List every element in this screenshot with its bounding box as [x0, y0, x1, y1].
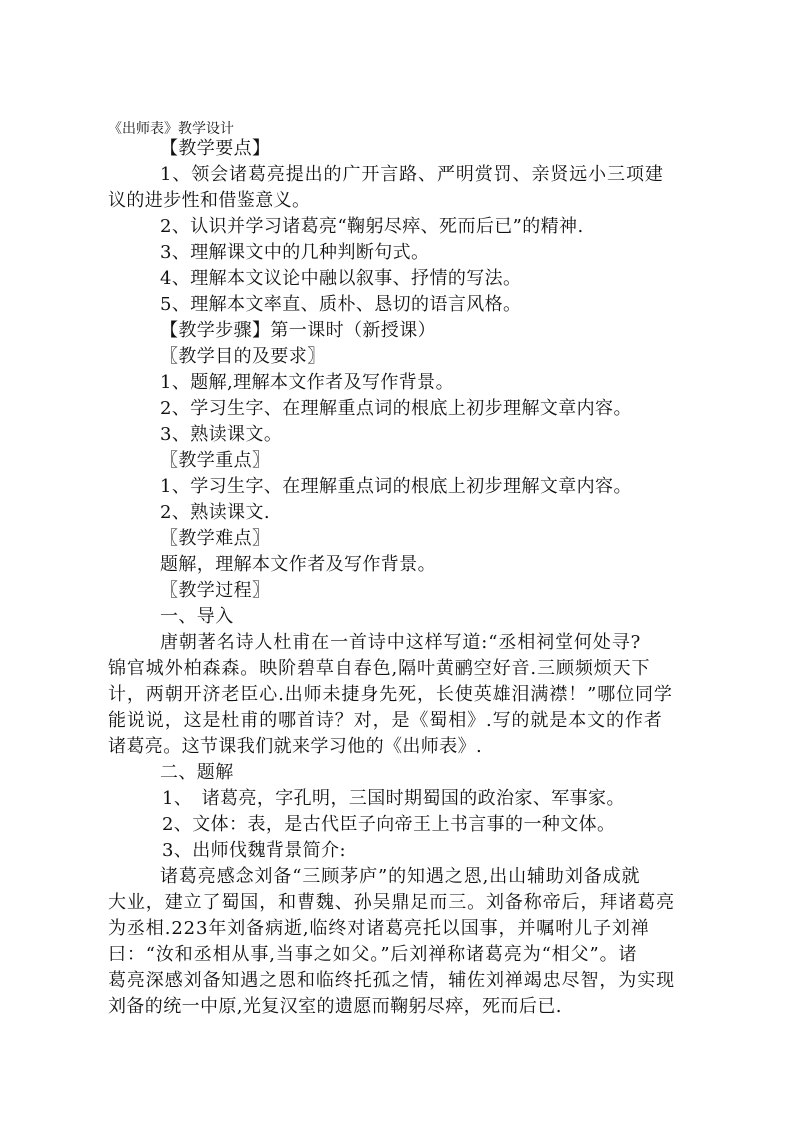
- section-heading: 〖教学过程〗: [160, 580, 271, 601]
- paragraph-line: 锦官城外柏森森。映阶碧草自春色,隔叶黄鹂空好音.三顾频烦天下: [108, 658, 651, 679]
- text-line: 4、理解本文议论中融以叙事、抒情的写法。: [160, 268, 522, 289]
- paragraph-line: 曰：“汝和丞相从事,当事之如父。”后刘禅称诸葛亮为“相父”。诸: [108, 944, 638, 965]
- paragraph-line: 刘备的统一中原,光复汉室的遗愿而鞠躬尽瘁，死而后已.: [108, 996, 562, 1017]
- text-line: 2、学习生字、在理解重点词的根底上初步理解文章内容。: [160, 398, 632, 419]
- text-line: 2、文体：表，是古代臣子向帝王上书言事的一种文体。: [162, 814, 616, 835]
- text-line: 3、出师伐魏背景简介:: [162, 840, 346, 861]
- text-line: 1、领会诸葛亮提出的广开言路、严明赏罚、亲贤远小三项建: [160, 164, 664, 185]
- section-heading: 〖教学重点〗: [160, 450, 271, 471]
- text-line: 2、熟读课文.: [160, 502, 270, 523]
- heading-teaching-points: 【教学要点】: [160, 138, 271, 159]
- text-line: 1、题解,理解本文作者及写作背景。: [160, 372, 454, 393]
- paragraph-line: 唐朝著名诗人杜甫在一首诗中这样写道:“丞相祠堂何处寻?: [160, 632, 642, 653]
- heading-teaching-steps: 【教学步骤】第一课时（新授课）: [160, 320, 436, 341]
- paragraph-line: 葛亮深感刘备知遇之恩和临终托孤之情，辅佐刘禅竭忠尽智，为实现: [108, 970, 675, 991]
- document-title: 《出师表》教学设计: [108, 121, 234, 137]
- text-line: 议的进步性和借鉴意义。: [108, 190, 311, 211]
- text-line: 3、理解课文中的几种判断句式。: [160, 242, 430, 263]
- text-line: 2、认识并学习诸葛亮“鞠躬尽瘁、死而后已”的精神.: [160, 216, 584, 237]
- paragraph-line: 能说说，这是杜甫的哪首诗？对，是《蜀相》.写的就是本文的作者: [108, 710, 663, 731]
- text-line: 1、学习生字、在理解重点词的根底上初步理解文章内容。: [160, 476, 632, 497]
- paragraph-line: 计，两朝开济老臣心.出师未捷身先死，长使英雄泪满襟！”哪位同学: [108, 684, 673, 705]
- section-heading: 〖教学目的及要求〗: [160, 346, 326, 367]
- paragraph-line: 为丞相.223年刘备病逝,临终对诸葛亮托以国事，并嘱咐儿子刘禅: [108, 918, 650, 939]
- text-line: 题解，理解本文作者及写作背景。: [160, 554, 436, 575]
- subsection-heading: 一、导入: [160, 606, 234, 627]
- paragraph-line: 诸葛亮感念刘备“三顾茅庐”的知遇之恩,出山辅助刘备成就: [160, 866, 641, 887]
- text-line: 5、理解本文率直、质朴、恳切的语言风格。: [160, 294, 522, 315]
- subsection-heading: 二、题解: [160, 762, 234, 783]
- paragraph-line: 大业，建立了蜀国，和曹魏、孙吴鼎足而三。刘备称帝后，拜诸葛亮: [108, 892, 675, 913]
- text-line: 1、 诸葛亮，字孔明，三国时期蜀国的政治家、军事家。: [162, 788, 625, 809]
- paragraph-line: 诸葛亮。这节课我们就来学习他的《出师表》.: [108, 736, 483, 757]
- text-line: 3、熟读课文。: [160, 424, 283, 445]
- section-heading: 〖教学难点〗: [160, 528, 271, 549]
